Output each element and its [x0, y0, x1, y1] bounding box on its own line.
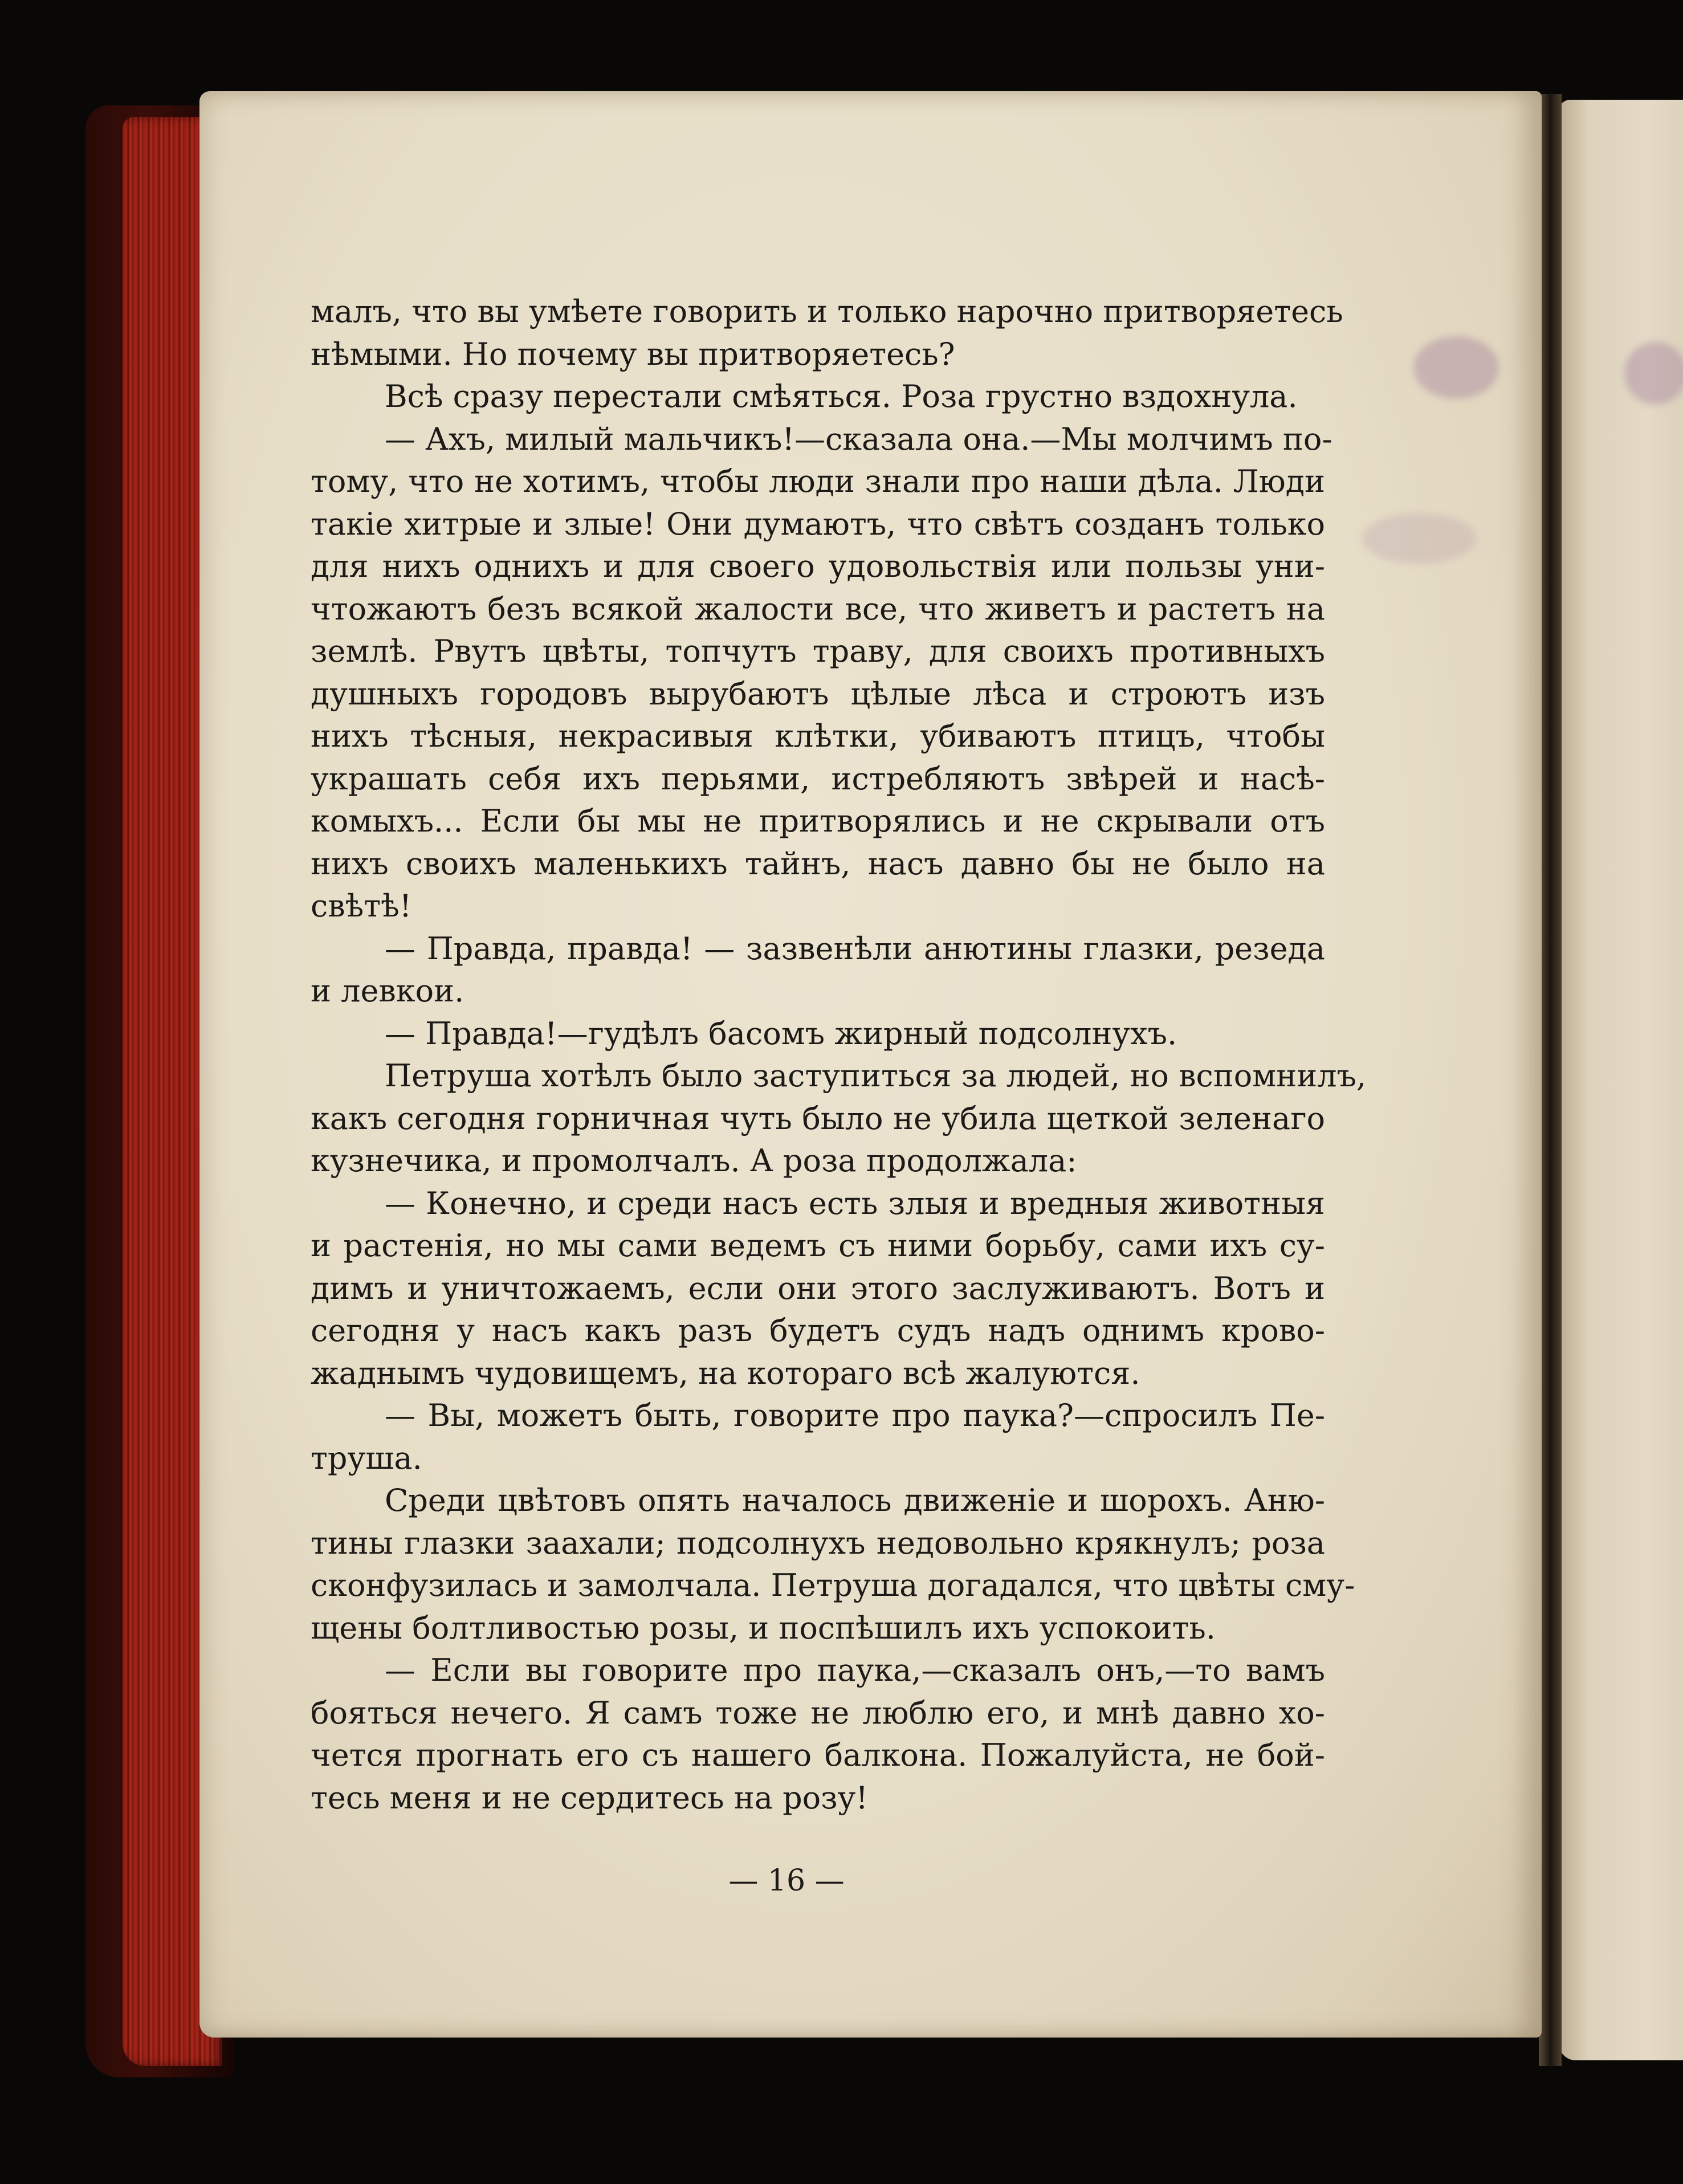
text-line: нихъ своихъ маленькихъ тайнъ, насъ давно бы не было на	[311, 845, 1325, 882]
text-line: какъ сегодня горничная чуть было не убила щеткой зеленаго	[311, 1100, 1325, 1136]
text-line: Всѣ сразу перестали смѣяться. Роза грустно вздохнула.	[385, 378, 1298, 414]
text-line: свѣтѣ!	[311, 888, 412, 924]
text-line: кузнечика, и промолчалъ. А роза продолжала:	[311, 1143, 1077, 1179]
text-line: тому, что не хотимъ, чтобы люди знали про наши дѣла. Люди	[311, 463, 1325, 499]
text-line: тесь меня и не сердитесь на розу!	[311, 1779, 869, 1816]
text-line: димъ и уничтожаемъ, если они этого заслуживаютъ. Вотъ и	[311, 1270, 1325, 1306]
ink-stain	[1624, 342, 1683, 405]
text-line: и растенія, но мы сами ведемъ съ ними борьбу, сами ихъ су-	[311, 1228, 1325, 1264]
text-line: для нихъ однихъ и для своего удовольствія или пользы уни-	[311, 548, 1325, 584]
text-line: жаднымъ чудовищемъ, на котораго всѣ жалуются.	[311, 1355, 1140, 1391]
text-line: малъ, что вы умѣете говорить и только нарочно притворяетесь	[311, 294, 1343, 329]
text-line: — Вы, можетъ быть, говорите про паука?—спросилъ Пе-	[385, 1397, 1325, 1433]
ink-stain	[1413, 336, 1499, 399]
text-line: — Правда, правда! — зазвенѣли анютины глазки, резеда	[385, 930, 1325, 967]
text-line: чтожаютъ безъ всякой жалости все, что живетъ и растетъ на	[311, 590, 1325, 627]
text-line: тины глазки заахали; подсолнухъ недовольно крякнулъ; роза	[311, 1525, 1325, 1561]
ink-stain	[1362, 513, 1476, 564]
text-line: труша.	[311, 1440, 422, 1476]
text-line: Среди цвѣтовъ опять началось движеніе и шорохъ. Аню-	[385, 1482, 1325, 1518]
text-line: — Конечно, и среди насъ есть злыя и вредныя животныя	[385, 1185, 1325, 1221]
text-line: и левкои.	[311, 973, 464, 1009]
text-line: украшать себя ихъ перьями, истребляютъ звѣрей и насѣ-	[311, 760, 1325, 797]
text-line: комыхъ... Если бы мы не притворялись и не скрывали отъ	[311, 803, 1325, 839]
text-line: землѣ. Рвутъ цвѣты, топчутъ траву, для своихъ противныхъ	[311, 633, 1325, 669]
text-line: сегодня у насъ какъ разъ будетъ судъ надъ однимъ крово-	[311, 1313, 1325, 1348]
text-line: душныхъ городовъ вырубаютъ цѣлые лѣса и строютъ изъ	[311, 675, 1325, 712]
text-line: нихъ тѣсныя, некрасивыя клѣтки, убиваютъ птицъ, чтобы	[311, 718, 1325, 754]
text-line: — Правда!—гудѣлъ басомъ жирный подсолнухъ.	[385, 1015, 1177, 1052]
text-line: такіе хитрые и злые! Они думаютъ, что свѣтъ созданъ только	[311, 506, 1325, 542]
text-line: щены болтливостью розы, и поспѣшилъ ихъ успокоить.	[311, 1610, 1216, 1646]
page-number: — 16 —	[728, 1864, 845, 1898]
text-line: чется прогнать его съ нашего балкона. Пожалуйста, не бой-	[311, 1737, 1325, 1773]
text-line: нѣмыми. Но почему вы притворяетесь?	[311, 336, 955, 372]
text-line: бояться нечего. Я самъ тоже не люблю его, и мнѣ давно хо-	[311, 1694, 1325, 1731]
page-body-text	[311, 291, 1367, 1819]
text-line: сконфузилась и замолчала. Петруша догадался, что цвѣты сму-	[311, 1567, 1355, 1603]
text-line: — Если вы говорите про паука,—сказалъ онъ,—то вамъ	[385, 1652, 1325, 1688]
book-gutter	[1539, 94, 1562, 2066]
text-line: Петруша хотѣлъ было заступиться за людей, но вспомнилъ,	[385, 1058, 1367, 1094]
text-line: — Ахъ, милый мальчикъ!—сказала она.—Мы молчимъ по-	[385, 421, 1332, 457]
